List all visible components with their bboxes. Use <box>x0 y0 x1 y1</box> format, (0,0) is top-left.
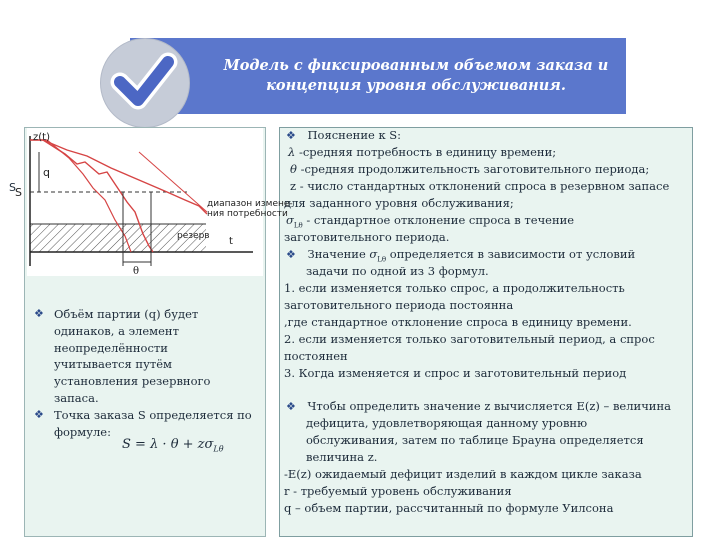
s-label: S <box>15 186 22 199</box>
reserve-label: резерв <box>177 231 210 241</box>
q-desc-line: q – объем партии, рассчитанный по формуле Уилсона <box>284 501 614 515</box>
z-bullet-text-1: Чтобы определить значение z вычисляется E(z) – величина <box>307 399 671 413</box>
left-bullet-1-line: неопределённости <box>54 340 168 355</box>
title-line-2: концепция уровня обслуживания. <box>266 77 566 94</box>
case-3-line: 3. Когда изменяется и спрос и заготовительный период <box>284 366 627 380</box>
case-2-line-1: 2. если изменяется только заготовительный период, а спрос <box>284 332 655 346</box>
diamond-bullet-icon: ❖ <box>286 400 296 413</box>
formula-subscript: Lθ <box>213 444 224 454</box>
left-bullet-2-line: Точка заказа S определяется по <box>54 408 252 422</box>
sigma-desc-line-2: заготовительного периода. <box>284 230 450 244</box>
case-1-line-3: ,где стандартное отклонение спроса в единицу времени. <box>284 315 632 329</box>
sigma-subscript: Lθ <box>293 221 303 230</box>
cycle-label: θ <box>133 266 140 277</box>
left-bullet-1-line: учитывается путём <box>54 357 172 372</box>
title-line-1: Модель с фиксированным объемом заказа и <box>223 57 609 74</box>
r-desc-line: r - требуемый уровень обслуживания <box>284 484 512 498</box>
case-1-line-1: 1. если изменяется только спрос, а продолжительность <box>284 281 625 295</box>
explanation-heading-text: Пояснение к S: <box>307 128 402 142</box>
left-bullet-1-line: одинаков, а элемент <box>54 323 179 338</box>
z-desc-line-1: z - число стандартных отклонений спроса в резервном запасе <box>290 179 670 193</box>
theta-symbol: θ <box>290 162 297 176</box>
left-bullet-1-line: Объём партии (q) будет <box>54 307 199 321</box>
q-label: q <box>43 166 50 179</box>
s-formula-text: S = λ · θ + zσ <box>122 437 214 452</box>
diamond-bullet-icon: ❖ <box>286 129 296 142</box>
checkmark-icon <box>100 38 188 126</box>
value-pre: Значение <box>307 247 370 261</box>
diamond-bullet-icon: ❖ <box>34 307 44 320</box>
theta-line <box>290 161 649 178</box>
value-sigma-subscript: Lθ <box>377 255 387 264</box>
left-bullet-1-line: установления резервного <box>54 374 211 389</box>
value-sigma-symbol: σ <box>369 247 378 261</box>
sigma-desc-1: - стандартное отклонение спроса в течение <box>306 213 575 227</box>
lambda-line <box>288 144 556 161</box>
explanation-heading <box>286 127 401 145</box>
z-desc-line-2: для заданного уровня обслуживания; <box>284 196 514 210</box>
z-bullet-line-2: дефицита, удовлетворяющая данному уровню <box>306 416 588 430</box>
value-line-2: задачи по одной из 3 формул. <box>306 264 489 278</box>
value-post: определяется в зависимости от условий <box>386 247 636 261</box>
range-label-line-2: ния потребности <box>207 209 288 219</box>
s-formula <box>122 437 224 458</box>
case-1-line-2: заготовительного периода постоянна <box>284 298 514 312</box>
sigma-symbol: σ <box>286 213 294 227</box>
lambda-symbol: λ <box>288 145 296 159</box>
z-bullet-line-4: величина z. <box>306 450 378 464</box>
case-2-line-2: постоянен <box>284 349 348 363</box>
left-bullet-1-line: запаса. <box>54 390 99 405</box>
theta-desc: -средняя продолжительность заготовительного периода; <box>296 162 650 176</box>
y-axis-label: z(t) <box>33 132 50 143</box>
x-axis-label: t <box>229 236 233 247</box>
diamond-bullet-icon: ❖ <box>34 408 44 421</box>
slide-title <box>196 56 636 96</box>
left-bullet-2-line: формуле: <box>54 424 111 439</box>
z-bullet-line-3: обслуживания, затем по таблице Брауна определяется <box>306 433 644 447</box>
ez-desc-line: -E(z) ожидаемый дефицит изделий в каждом цикле заказа <box>284 467 642 481</box>
range-label-line-1: диапазон измене- <box>207 199 293 209</box>
z-bullet-line-1 <box>286 398 671 416</box>
lambda-desc: -средняя потребность в единицу времени; <box>295 145 557 159</box>
diamond-bullet-icon: ❖ <box>286 248 296 261</box>
inventory-diagram <box>15 128 293 277</box>
s-axis-label: S <box>9 181 16 194</box>
